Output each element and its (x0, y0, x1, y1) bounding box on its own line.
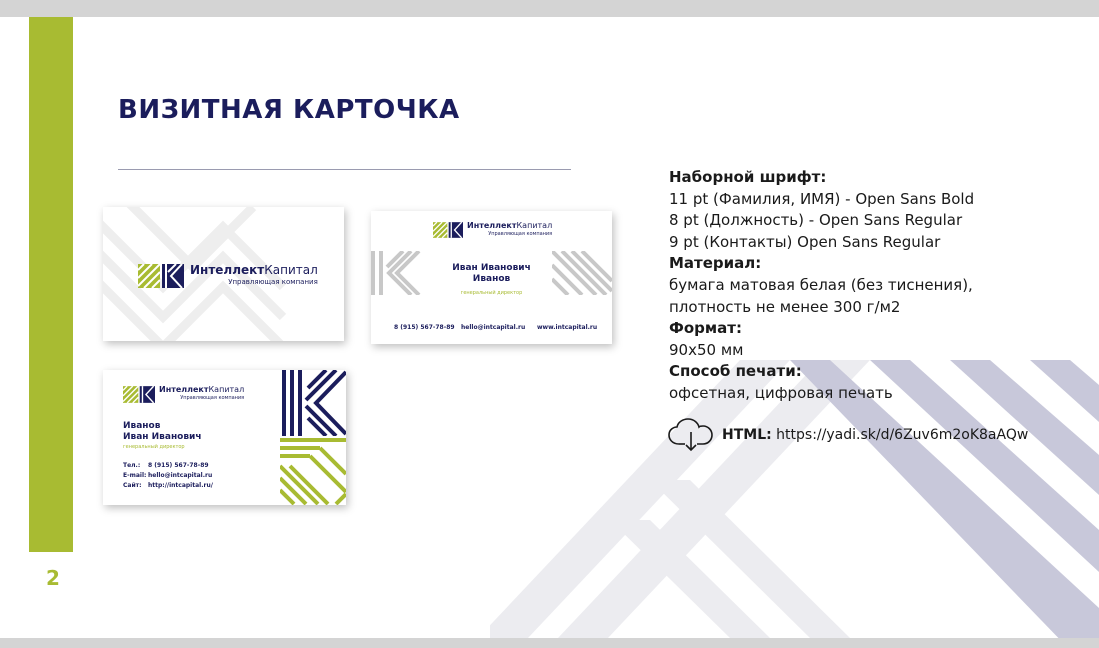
cloud-download-icon (667, 418, 715, 452)
card-person-name-line2: Иванов (472, 274, 511, 284)
card-person-name-line1: Иванов (123, 421, 161, 431)
specifications (669, 167, 1089, 405)
title-divider (118, 169, 571, 170)
logo-tagline: Управляющая компания (488, 231, 553, 237)
top-bar (0, 0, 1099, 17)
logo-mark-icon (138, 264, 184, 288)
card-left-stripe-pattern (371, 251, 421, 295)
spec-format-value: 90x50 мм (669, 340, 744, 359)
logo-tagline: Управляющая компания (180, 395, 245, 401)
business-card-logo-side (103, 207, 344, 341)
logo-name (467, 222, 552, 230)
card-email-label: E-mail: (123, 472, 147, 479)
card-position: генеральный директор (123, 444, 185, 450)
page-number: 2 (46, 566, 60, 590)
bottom-bar (0, 638, 1099, 648)
card-person-name-line2: Иван Иванович (123, 432, 202, 442)
logo-tagline: Управляющая компания (228, 278, 318, 286)
logo-mark-icon (433, 222, 463, 238)
download-link-text[interactable] (722, 427, 1028, 443)
card-email: hello@intcapital.ru (461, 324, 526, 331)
card-site: www.intcapital.ru (537, 324, 598, 331)
card-right-stripe-pattern (552, 251, 612, 295)
spec-print-value: офсетная, цифровая печать (669, 383, 893, 402)
spec-font-line: 11 pt (Фамилия, ИМЯ) - Open Sans Bold (669, 189, 975, 208)
logo-name-regular: Капитал (516, 221, 553, 230)
card-phone: 8 (915) 567-78-89 (394, 324, 455, 331)
logo-name-regular: Капитал (208, 385, 245, 394)
logo-name (159, 386, 244, 394)
business-card-horizontal (371, 211, 612, 344)
page-title: ВИЗИТНАЯ КАРТОЧКА (118, 95, 460, 125)
card-site: http://intcapital.ru/ (148, 482, 213, 489)
spec-material-line: бумага матовая белая (без тиснения), (669, 275, 973, 294)
card-navy-pattern (280, 370, 346, 436)
logo-name-bold: Интеллект (190, 263, 265, 277)
spec-material-line: плотность не менее 300 г/м2 (669, 297, 901, 316)
card-logo (138, 264, 318, 288)
logo-name-bold: Интеллект (467, 221, 517, 230)
card-green-pattern (280, 436, 346, 505)
logo-name-regular: Капитал (264, 263, 318, 277)
spec-format-heading: Формат: (669, 319, 742, 338)
spec-font-line: 8 pt (Должность) - Open Sans Regular (669, 211, 963, 230)
business-card-vertical (103, 370, 346, 505)
download-label: HTML: (722, 427, 772, 443)
logo-name-bold: Интеллект (159, 385, 209, 394)
spec-font-heading: Наборной шрифт: (669, 168, 827, 186)
card-phone-label: Тел.: (123, 462, 141, 469)
card-person-name-line1: Иван Иванович (452, 263, 531, 273)
spec-material-heading: Материал: (669, 254, 762, 273)
card-position: генеральный директор (460, 290, 523, 296)
logo-mark-icon (123, 386, 155, 403)
download-link[interactable] (667, 418, 1028, 452)
spec-print-heading: Способ печати: (669, 362, 802, 381)
logo-name (190, 264, 318, 276)
download-url[interactable]: https://yadi.sk/d/6Zuv6m2oK8aAQw (776, 427, 1029, 443)
card-logo-small (123, 386, 244, 403)
card-email: hello@intcapital.ru (148, 472, 213, 479)
accent-stripe (29, 17, 73, 552)
card-site-label: Сайт: (123, 482, 142, 489)
card-logo-small (433, 222, 552, 238)
card-phone: 8 (915) 567-78-89 (148, 462, 209, 469)
spec-font-line: 9 pt (Контакты) Open Sans Regular (669, 232, 941, 251)
